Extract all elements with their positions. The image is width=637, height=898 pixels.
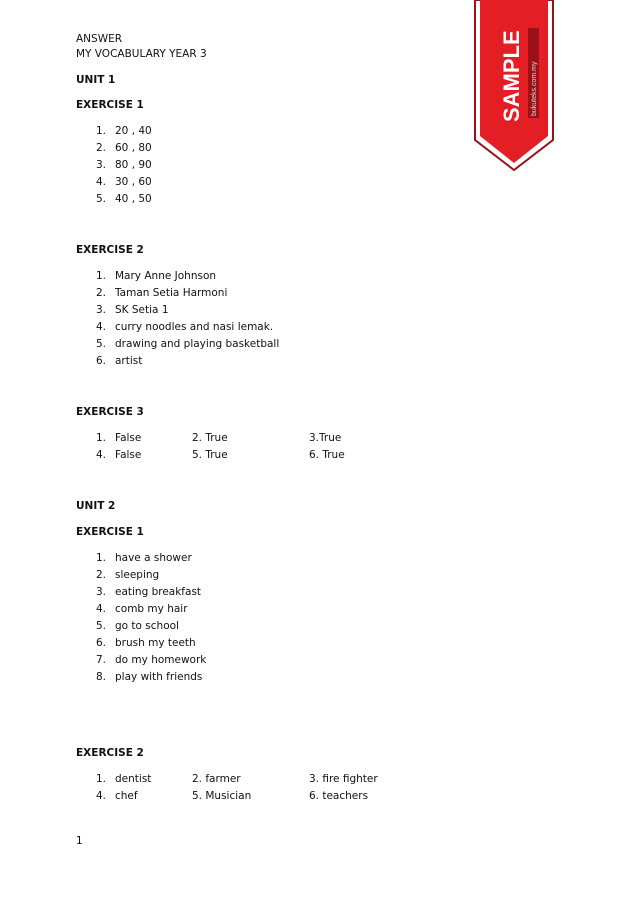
list-item: artist [115,355,143,367]
list-number: 1. [96,270,107,282]
list-number: 4. [96,321,107,333]
exercise-title: EXERCISE 2 [76,747,144,759]
list-item: brush my teeth [115,637,196,649]
answer-cell: 3.True [309,432,342,444]
list-number: 4. [96,176,107,188]
list-number: 1. [96,552,107,564]
unit-title: UNIT 1 [76,74,116,86]
list-item: do my homework [115,654,207,666]
exercise-title: EXERCISE 1 [76,526,144,538]
answer-cell: chef [115,790,138,802]
list-item: go to school [115,620,179,632]
sample-sublabel: bukuteks.com.my [531,61,538,116]
list-number: 1. [96,432,107,444]
list-item: Taman Setia Harmoni [115,287,228,299]
list-number: 2. [96,569,107,581]
answer-cell: 5. Musician [192,790,252,802]
list-number: 2. [96,142,107,154]
answer-cell: 3. fire fighter [309,773,378,785]
list-item: play with friends [115,671,203,683]
answer-cell: 2. True [192,432,228,444]
list-number: 7. [96,654,107,666]
page-number: 1 [76,835,83,847]
list-item: curry noodles and nasi lemak. [115,321,274,333]
list-item: 60 , 80 [115,142,152,154]
list-number: 5. [96,620,107,632]
list-number: 8. [96,671,107,683]
answer-cell: 2. farmer [192,773,241,785]
list-number: 1. [96,125,107,137]
list-item: 80 , 90 [115,159,152,171]
exercise-title: EXERCISE 2 [76,244,144,256]
list-item: 20 , 40 [115,125,152,137]
list-number: 5. [96,193,107,205]
sample-ribbon-icon [472,0,556,172]
list-item: SK Setia 1 [115,304,169,316]
list-item: comb my hair [115,603,188,615]
list-number: 6. [96,355,107,367]
header-answer: ANSWER [76,33,123,45]
answer-cell: 6. True [309,449,345,461]
list-item: Mary Anne Johnson [115,270,217,282]
list-item: have a shower [115,552,192,564]
answer-cell: 6. teachers [309,790,369,802]
answer-cell: False [115,432,142,444]
list-number: 6. [96,637,107,649]
list-number: 4. [96,603,107,615]
list-number: 4. [96,449,107,461]
list-number: 3. [96,159,107,171]
list-number: 2. [96,287,107,299]
answer-cell: 5. True [192,449,228,461]
list-number: 3. [96,304,107,316]
answer-cell: False [115,449,142,461]
sample-label: SAMPLE [499,30,524,122]
list-number: 4. [96,790,107,802]
list-item: 30 , 60 [115,176,152,188]
list-number: 5. [96,338,107,350]
header-title: MY VOCABULARY YEAR 3 [76,48,207,60]
list-item: 40 , 50 [115,193,152,205]
list-item: sleeping [115,569,160,581]
list-item: drawing and playing basketball [115,338,280,350]
answer-cell: dentist [115,773,152,785]
sample-badge [472,0,556,172]
list-number: 3. [96,586,107,598]
exercise-title: EXERCISE 1 [76,99,144,111]
unit-title: UNIT 2 [76,500,116,512]
list-number: 1. [96,773,107,785]
list-item: eating breakfast [115,586,202,598]
exercise-title: EXERCISE 3 [76,406,144,418]
